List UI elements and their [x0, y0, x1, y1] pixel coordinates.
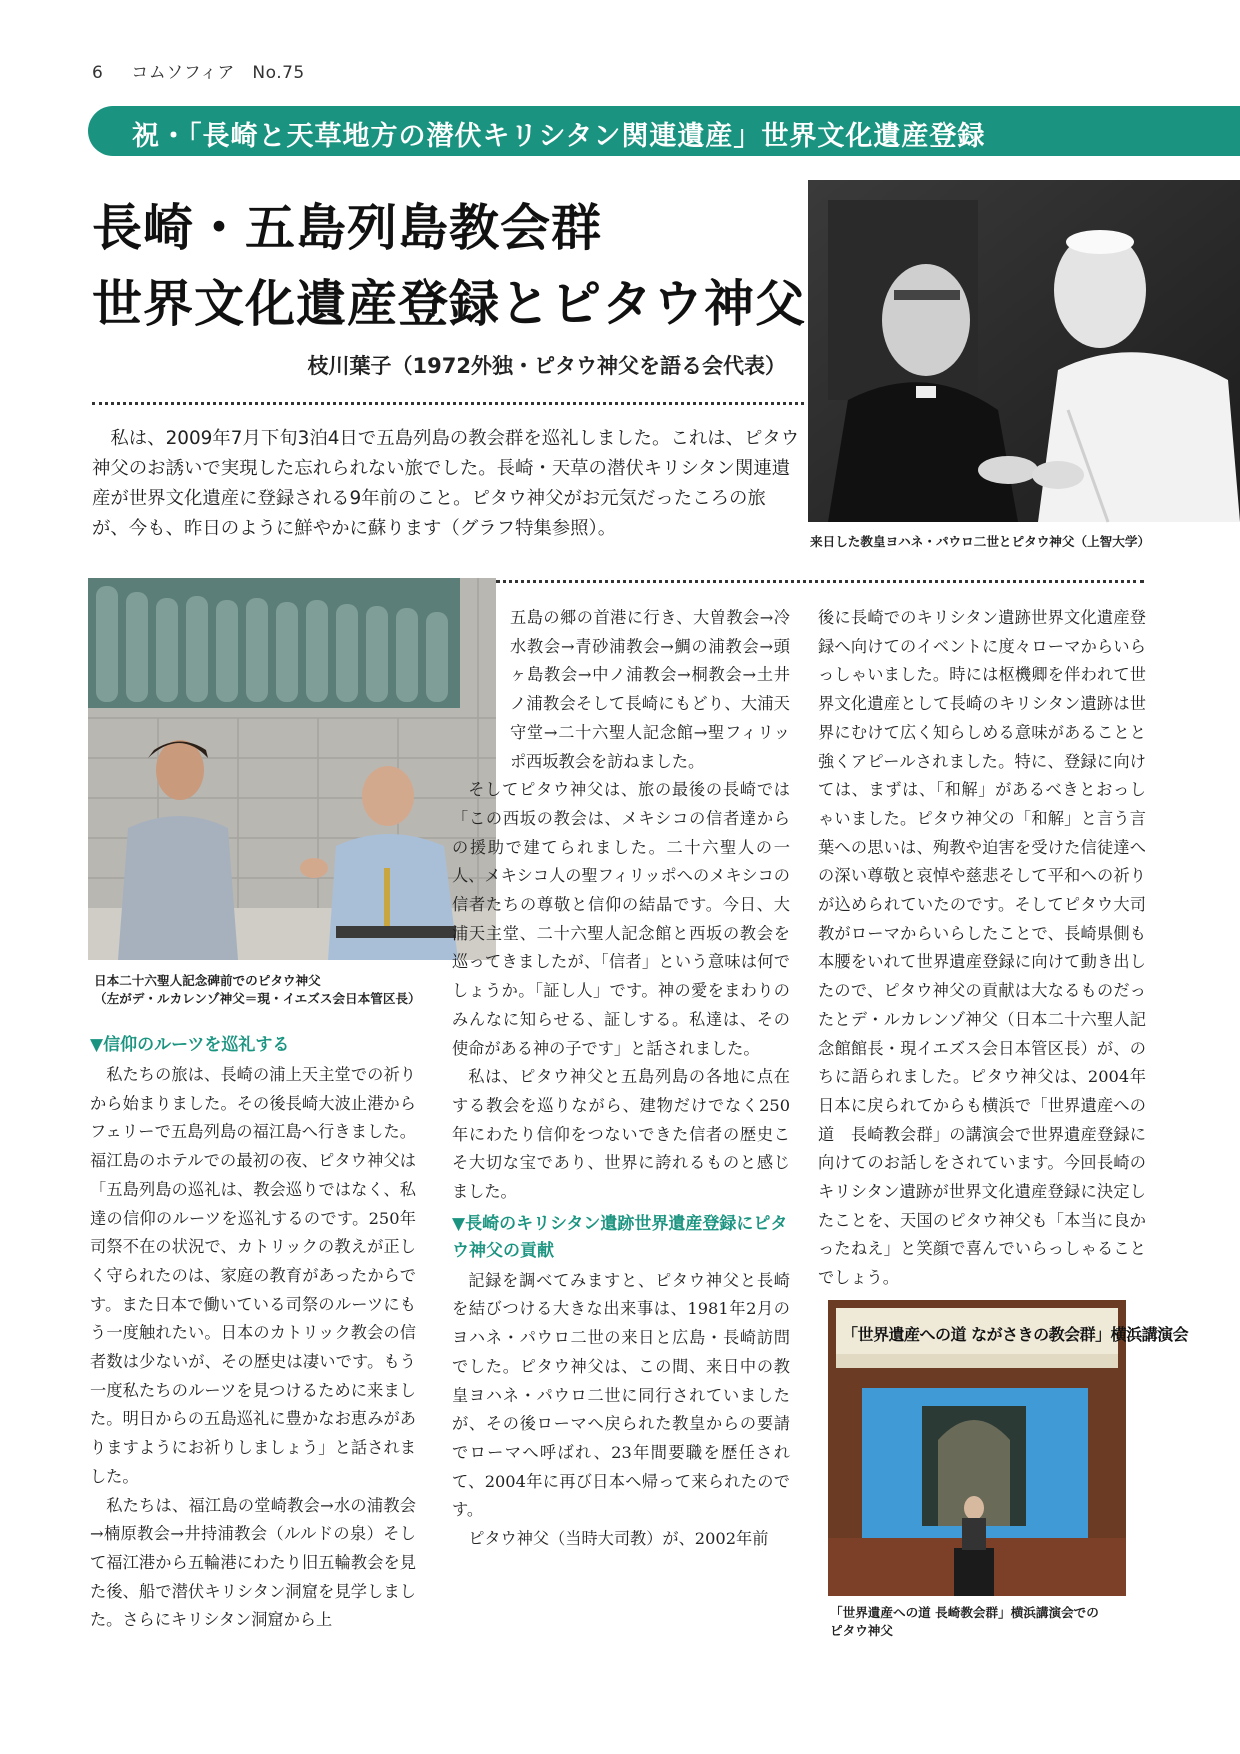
monument-caption-line-1: 日本二十六聖人記念碑前でのピタウ神父 [94, 973, 321, 988]
col1-paragraph-1: 私たちの旅は、長崎の浦上天主堂での祈りから始まりました。その後長崎大波止港からフェリーで五島列島の福江島へ行きました。福江島のホテルでの最初の夜、ピタウ神父は「五島列島の巡礼は、教会巡りではなく、私達の信仰のルーツを巡礼するのです。250年司祭不在の状況で、カトリックの教えが正しく守られたのは、家庭の教育があったからです。また日本で働いている司祭のルーツにもう一度触れたい。日本のカトリック教会の信者数は少ないが、その歴史は凄いです。もう一度私たちのルーツを見つけるために来ました。明日からの五島巡礼に豊かなお恵みがありますようにお祈りしましょう」と話されました。 [90, 1065, 416, 1486]
col2-paragraph-4: 記録を調べてみますと、ピタウ神父と長崎を結びつける大きな出来事は、1981年2月のヨハネ・パウロ二世の来日と広島・長崎訪問でした。ピタウ神父は、この間、来日中の教皇ヨハネ・パウロ二世に同行されていましたが、その後ローマへ戻られた教皇からの要請でローマへ呼ばれ、23年間要職を歴任されて、2004年に再び日本へ帰って来られたのです。 [452, 1270, 790, 1520]
lecture-photo-caption [830, 1604, 1099, 1640]
section-heading-roots: ▼信仰のルーツを巡礼する [90, 1035, 290, 1055]
col2-paragraph-5: ピタウ神父（当時大司教）が、2002年前 [468, 1529, 769, 1549]
page-folio [92, 58, 305, 83]
col2-paragraph-1: 五島の郷の首港に行き、大曽教会→冷水教会→青砂浦教会→鯛の浦教会→頭ヶ島教会→中ノ浦教会→桐教会→土井ノ浦教会そして長崎にもどり、大浦天守堂→二十六聖人記念館→聖フィリッポ西坂教会を訪ねました。 [510, 608, 790, 771]
pope-photo-image [808, 180, 1240, 522]
lecture-caption-line-2: ピタウ神父 [830, 1623, 893, 1638]
monument-caption-line-2: （左がデ・ルカレンゾ神父＝現・イエズス会日本管区長） [94, 991, 421, 1006]
column-1 [90, 1028, 416, 1635]
col1-paragraph-2: 私たちは、福江島の堂崎教会→水の浦教会→楠原教会→井持浦教会（ルルドの泉）そして福江港から五輪港にわたり旧五輪教会を見た後、船で潜伏キリシタン洞窟を見学しました。さらにキリシタン洞窟から上 [90, 1495, 416, 1630]
divider-dotted-top [92, 402, 804, 405]
title-line-1: 長崎・五島列島教会群 [92, 198, 602, 257]
article-title [92, 190, 806, 342]
monument-photo-caption [94, 972, 421, 1008]
col2-paragraph-2: そしてピタウ神父は、旅の最後の長崎では「この西坂の教会は、メキシコの信者達からの援助で建てられました。二十六聖人の一人、メキシコ人の聖フィリッポへのメキシコの信者たちの尊敬と信仰の結晶です。今日、大浦天主堂、二十六聖人記念館と西坂の教会を巡ってきましたが、「信者」という意味は何でしょうか。「証し人」です。神の愛をまわりのみんなに知らせる、証しする。私達は、その使命がある神の子です」と話されました。 [452, 780, 790, 1058]
column-2 [452, 604, 790, 1554]
magazine-name: コムソフィア No.75 [131, 63, 305, 83]
feature-banner [88, 106, 1240, 156]
lecture-banner-text: 「世界遺産への道 ながさきの教会群」横浜講演会 [842, 1325, 1189, 1344]
col3-paragraph-1: 後に長崎でのキリシタン遺跡世界文化遺産登録へ向けてのイベントに度々ローマからいらっしゃいました。時には枢機卿を伴われて世界文化遺産として長崎のキリシタン遺跡は世界にむけて広く知らしめる意味があることと強くアピールされました。特に、登録に向けては、まずは、「和解」があるべきとおっしゃいました。ピタウ神父の「和解」と言う言葉への思いは、殉教や迫害を受けた信徒達への深い尊敬と哀悼や慈悲そして平和への祈りが込められていたのです。そしてピタウ大司教がローマからいらしたことで、長崎県側も本腰をいれて世界遺産登録に向けて動き出したので、ピタウ神父の貢献は大なるものだったとデ・ルカレンゾ神父（日本二十六聖人記念館館長・現イエズス会日本管区長）が、のちに語られました。ピタウ神父は、2004年日本に戻られてからも横浜で「世界遺産への道 長崎教会群」の講演会で世界遺産登録に向けてのお話しをされています。今回長崎のキリシタン遺跡が世界文化遺産登録に決定したことを、天国のピタウ神父も「本当に良かったねえ」と笑顔で喜んでいらっしゃることでしょう。 [818, 608, 1146, 1288]
monument-photo-image [88, 578, 496, 960]
col2-paragraph-3: 私は、ピタウ神父と五島列島の各地に点在する教会を巡りながら、建物だけでなく250年にわたり信仰をつないできた信者の歴史こそ大切な宝であり、世界に誇れるものと感じました。 [452, 1067, 790, 1202]
pope-photo [808, 180, 1240, 522]
lecture-photo [828, 1300, 1189, 1596]
banner-text: 祝・「長崎と天草地方の潜伏キリシタン関連遺産」世界文化遺産登録 [132, 121, 986, 152]
pope-photo-caption: 来日した教皇ヨハネ・パウロ二世とピタウ神父（上智大学） [810, 534, 1151, 549]
lecture-caption-line-1: 「世界遺産への道 長崎教会群」横浜講演会での [830, 1605, 1099, 1620]
page-number: 6 [92, 63, 104, 83]
monument-photo [88, 578, 496, 960]
lead-paragraph: 私は、2009年7月下旬3泊4日で五島列島の教会群を巡礼しました。これは、ピタウ神父のお誘いで実現した忘れられない旅でした。長崎・天草の潜伏キリシタン関連遺産が世界文化遺産に登録される9年前のこと。ピタウ神父がお元気だったころの旅が、今も、昨日のように鮮やかに蘇ります（グラフ特集参照）。 [92, 428, 800, 539]
author-byline: 枝川葉子（1972外独・ピタウ神父を語る会代表） [307, 354, 786, 378]
section-heading-contribution: ▼長崎のキリシタン遺跡世界遺産登録にピタウ神父の貢献 [452, 1213, 788, 1261]
title-line-2: 世界文化遺産登録とピタウ神父 [92, 274, 806, 333]
divider-dotted-middle [496, 580, 1144, 583]
column-3 [818, 604, 1146, 1293]
